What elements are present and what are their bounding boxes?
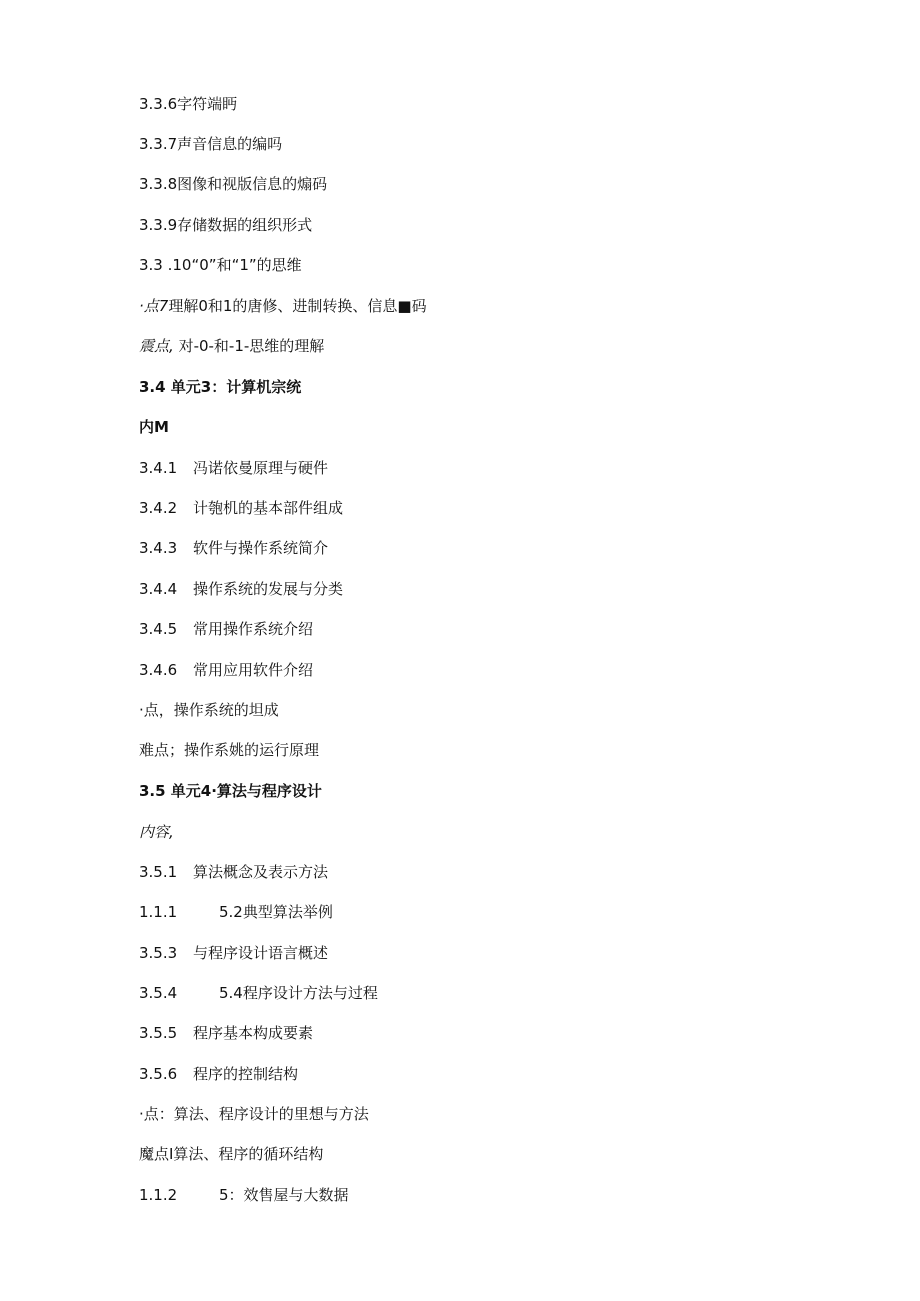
- list-item: [139, 618, 313, 640]
- list-item: [139, 1063, 298, 1085]
- item-text: 与程序设计语言概述: [193, 944, 329, 962]
- item-number: 3.5.3: [139, 944, 178, 962]
- key-point-line: [139, 295, 427, 317]
- item-number: 3.4.5: [139, 620, 178, 638]
- item-number: 3.4.1: [139, 459, 178, 477]
- section-heading-3-3-8: 3.3.8图像和视版信息的煽码: [139, 175, 328, 193]
- item-text: 5.4程序设计方法与过程: [219, 984, 378, 1002]
- difficult-point-label: 震点,: [139, 337, 174, 355]
- item-number: 1.1.2: [139, 1186, 178, 1204]
- list-item: [139, 861, 328, 883]
- item-number: 3.4.2: [139, 499, 178, 517]
- item-text: 常用操作系统介绍: [193, 620, 314, 638]
- item-text: 冯诺依曼原理与硬件: [193, 459, 329, 477]
- content-label: 内M: [139, 418, 169, 436]
- difficult-point-line: 难点；操作系姚的运行原理: [139, 741, 320, 759]
- item-text: 5.2典型算法举例: [219, 903, 333, 921]
- list-item: [139, 457, 328, 479]
- item-number: 3.4.3: [139, 539, 178, 557]
- difficult-point-line: 魔点I算法、程序的循环结构: [139, 1145, 324, 1163]
- content-label: 内容,: [139, 823, 174, 841]
- difficult-point-text: 对-0-和-1-思维的理解: [178, 337, 325, 355]
- difficult-point-line: [139, 335, 324, 357]
- item-text: 程序基本构成要素: [193, 1024, 314, 1042]
- item-text: 计匏机的基本部件组成: [193, 499, 344, 517]
- item-text: 操作系统的发展与分类: [193, 580, 344, 598]
- list-item: [139, 901, 333, 923]
- section-heading-3-3-6: 3.3.6字符端眄: [139, 95, 238, 113]
- item-number: 3.4.6: [139, 661, 178, 679]
- item-text: 常用应用软件介绍: [193, 661, 314, 679]
- list-item: [139, 497, 343, 519]
- unit-3-heading: 3.4 单元3：计算机宗统: [139, 378, 302, 396]
- list-item: [139, 659, 313, 681]
- item-text: 算法概念及表示方法: [193, 863, 329, 881]
- item-number: 3.5.1: [139, 863, 178, 881]
- item-text: 5：效售屋与大数据: [219, 1186, 349, 1204]
- key-point-line: ·点：算法、程序设计的里想与方法: [139, 1105, 369, 1123]
- item-number: 3.5.5: [139, 1024, 178, 1042]
- list-item: [139, 942, 328, 964]
- item-text: 程序的控制结构: [193, 1065, 299, 1083]
- key-point-line: ·点，操作系统的坦成: [139, 701, 279, 719]
- key-point-label: ·点7: [139, 297, 169, 315]
- item-number: 3.5.4: [139, 984, 178, 1002]
- list-item: [139, 537, 328, 559]
- unit-4-heading: 3.5 单元4·算法与程序设计: [139, 782, 322, 800]
- section-heading-3-3-9: 3.3.9存储数据的组织形式: [139, 216, 313, 234]
- list-item: [139, 1022, 313, 1044]
- item-text: 软件与操作系统简介: [193, 539, 329, 557]
- item-number: 3.4.4: [139, 580, 178, 598]
- item-number: 1.1.1: [139, 903, 178, 921]
- item-number: 3.5.6: [139, 1065, 178, 1083]
- list-item: [139, 578, 343, 600]
- key-point-text: 理解0和1的唐修、进制转换、信息■码: [168, 297, 427, 315]
- section-heading-3-3-10: 3.3 .10“0”和“1”的思维: [139, 256, 302, 274]
- list-item: [139, 1184, 349, 1206]
- list-item: [139, 982, 378, 1004]
- section-heading-3-3-7: 3.3.7声音信息的编吗: [139, 135, 283, 153]
